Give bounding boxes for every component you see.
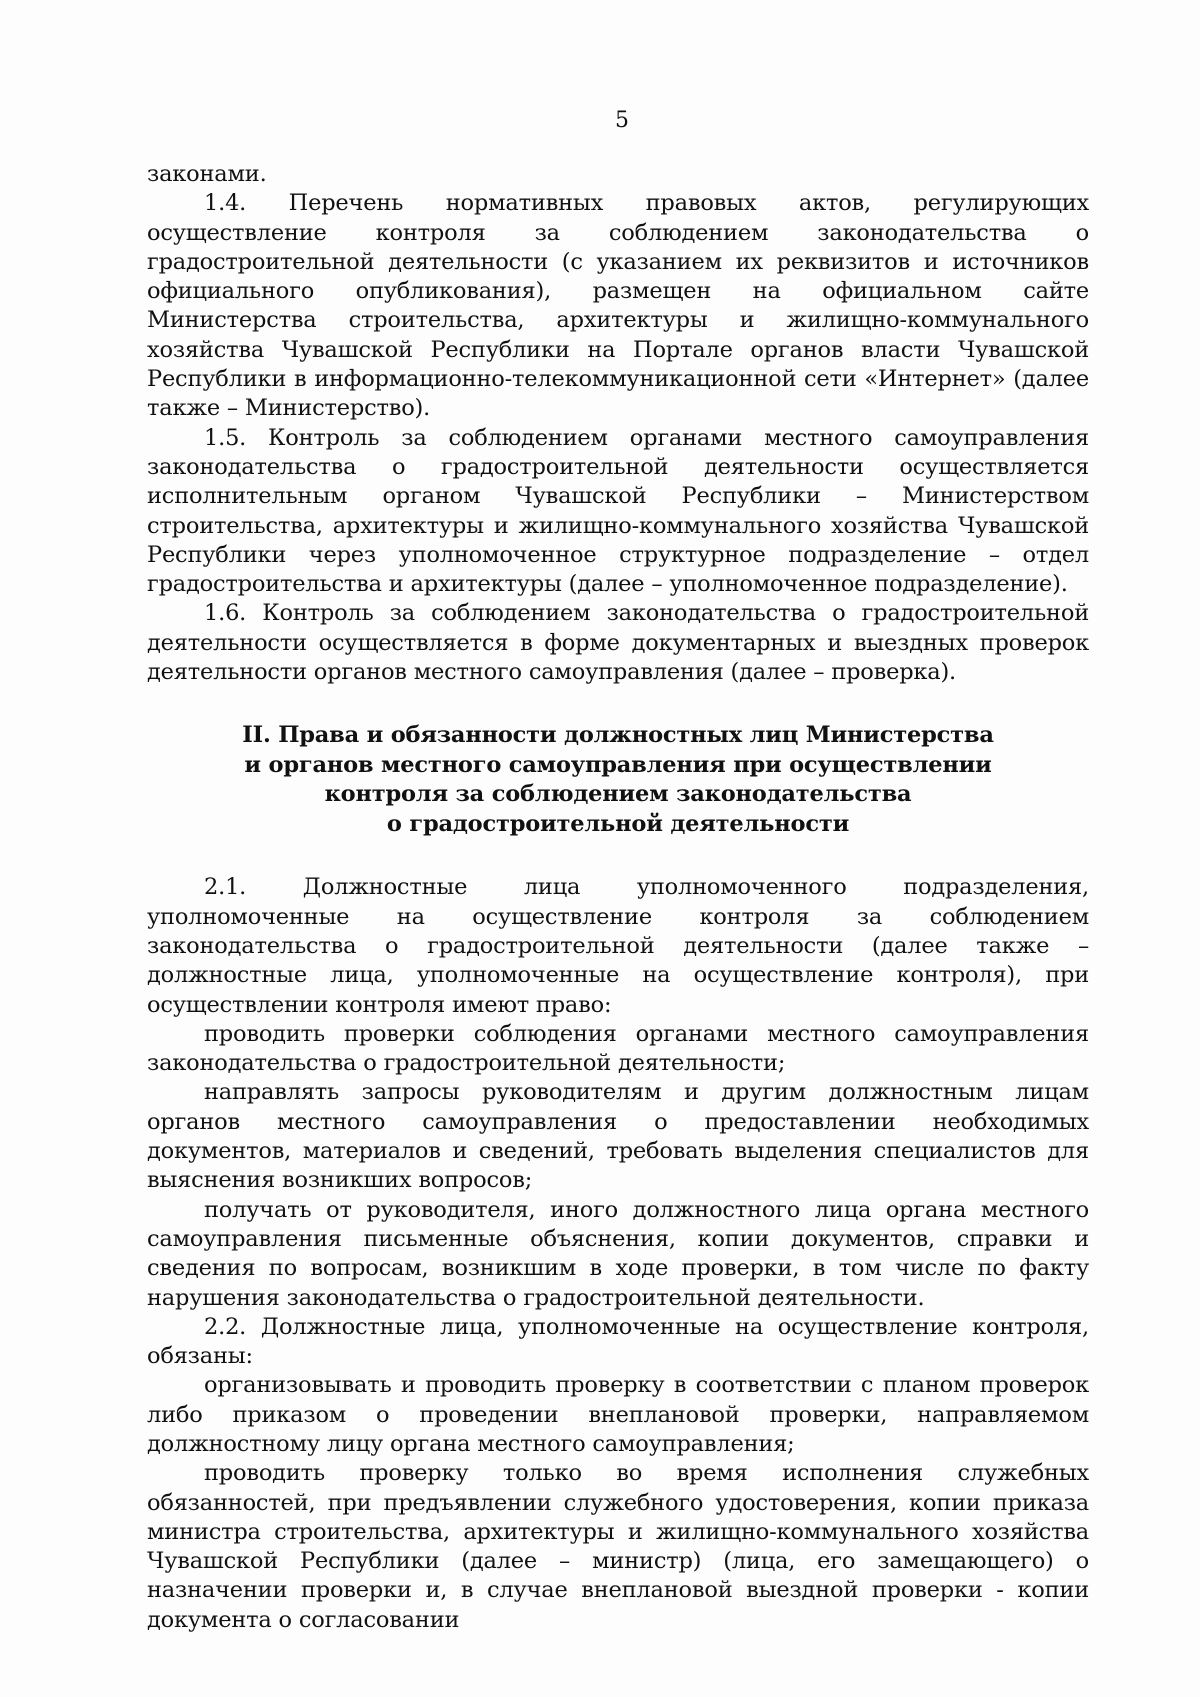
page-number: 5: [615, 108, 629, 133]
list-item: проводить проверку только во время исполнения служебных обязанностей, при предъявлении служебного удостоверения, копии приказа министра строительства, архитектуры и жилищно-коммунального хозяйства Чувашской Республики (далее – министр) (лица, его замещающего) о назначении проверки и, в случае внеплановой выездной проверки - копии документа о согласовании: [147, 1460, 1089, 1633]
paragraph-1-5: 1.5. Контроль за соблюдением органами местного самоуправления законодательства о градостроительной деятельности осуществляется исполнительным органом Чувашской Республики – Министерством строительства, архитектуры и жилищно-коммунального хозяйства Чувашской Республики через уполномоченное структурное подразделение – отдел градостроительства и архитектуры (далее – уполномоченное подразделение).: [147, 424, 1089, 598]
paragraph-1-6: 1.6. Контроль за соблюдением законодательства о градостроительной деятельности осуществляется в форме документарных и выездных проверок деятельности органов местного самоуправления (далее – проверка).: [147, 600, 1089, 686]
paragraph-2-2: 2.2. Должностные лица, уполномоченные на осуществление контроля, обязаны:: [147, 1313, 1089, 1370]
section-heading-line: II. Права и обязанности должностных лиц Министерства: [242, 722, 994, 749]
paragraph-2-1: 2.1. Должностные лица уполномоченного подразделения, уполномоченные на осуществление контроля за соблюдением законодательства о градостроительной деятельности (далее также – должностные лица, уполномоченные на осуществление контроля), при осуществлении контроля имеют право:: [147, 874, 1089, 1018]
paragraph: законами.: [147, 161, 267, 187]
section-heading: [147, 721, 1089, 839]
list-item: направлять запросы руководителям и другим должностным лицам органов местного самоуправления о предоставлении необходимых документов, материалов и сведений, требовать выделения специалистов для выяснения возникших вопросов;: [147, 1079, 1089, 1194]
document-body: [147, 160, 1089, 1635]
list-item: проводить проверки соблюдения органами местного самоуправления законодательства о градостроительной деятельности;: [147, 1020, 1089, 1077]
section-heading-line: и органов местного самоуправления при осуществлении: [244, 751, 992, 778]
paragraph-1-4: 1.4. Перечень нормативных правовых актов, регулирующих осуществление контроля за соблюдением законодательства о градостроительной деятельности (с указанием их реквизитов и источников официального опубликования), размещен на официальном сайте Министерства строительства, архитектуры и жилищно-коммунального хозяйства Чувашской Республики на Портале органов власти Чувашской Республики в информационно-телекоммуникационной сети «Интернет» (далее также – Министерство).: [147, 190, 1089, 422]
section-heading-line: контроля за соблюдением законодательства: [324, 781, 912, 808]
list-item: организовывать и проводить проверку в соответствии с планом проверок либо приказом о проведении внеплановой проверки, направляемом должностному лицу органа местного самоуправления;: [147, 1372, 1089, 1457]
section-heading-line: о градостроительной деятельности: [386, 810, 850, 837]
list-item: получать от руководителя, иного должностного лица органа местного самоуправления письменные объяснения, копии документов, справки и сведения по вопросам, возникшим в ходе проверки, в том числе по факту нарушения законодательства о градостроительной деятельности.: [147, 1196, 1089, 1311]
